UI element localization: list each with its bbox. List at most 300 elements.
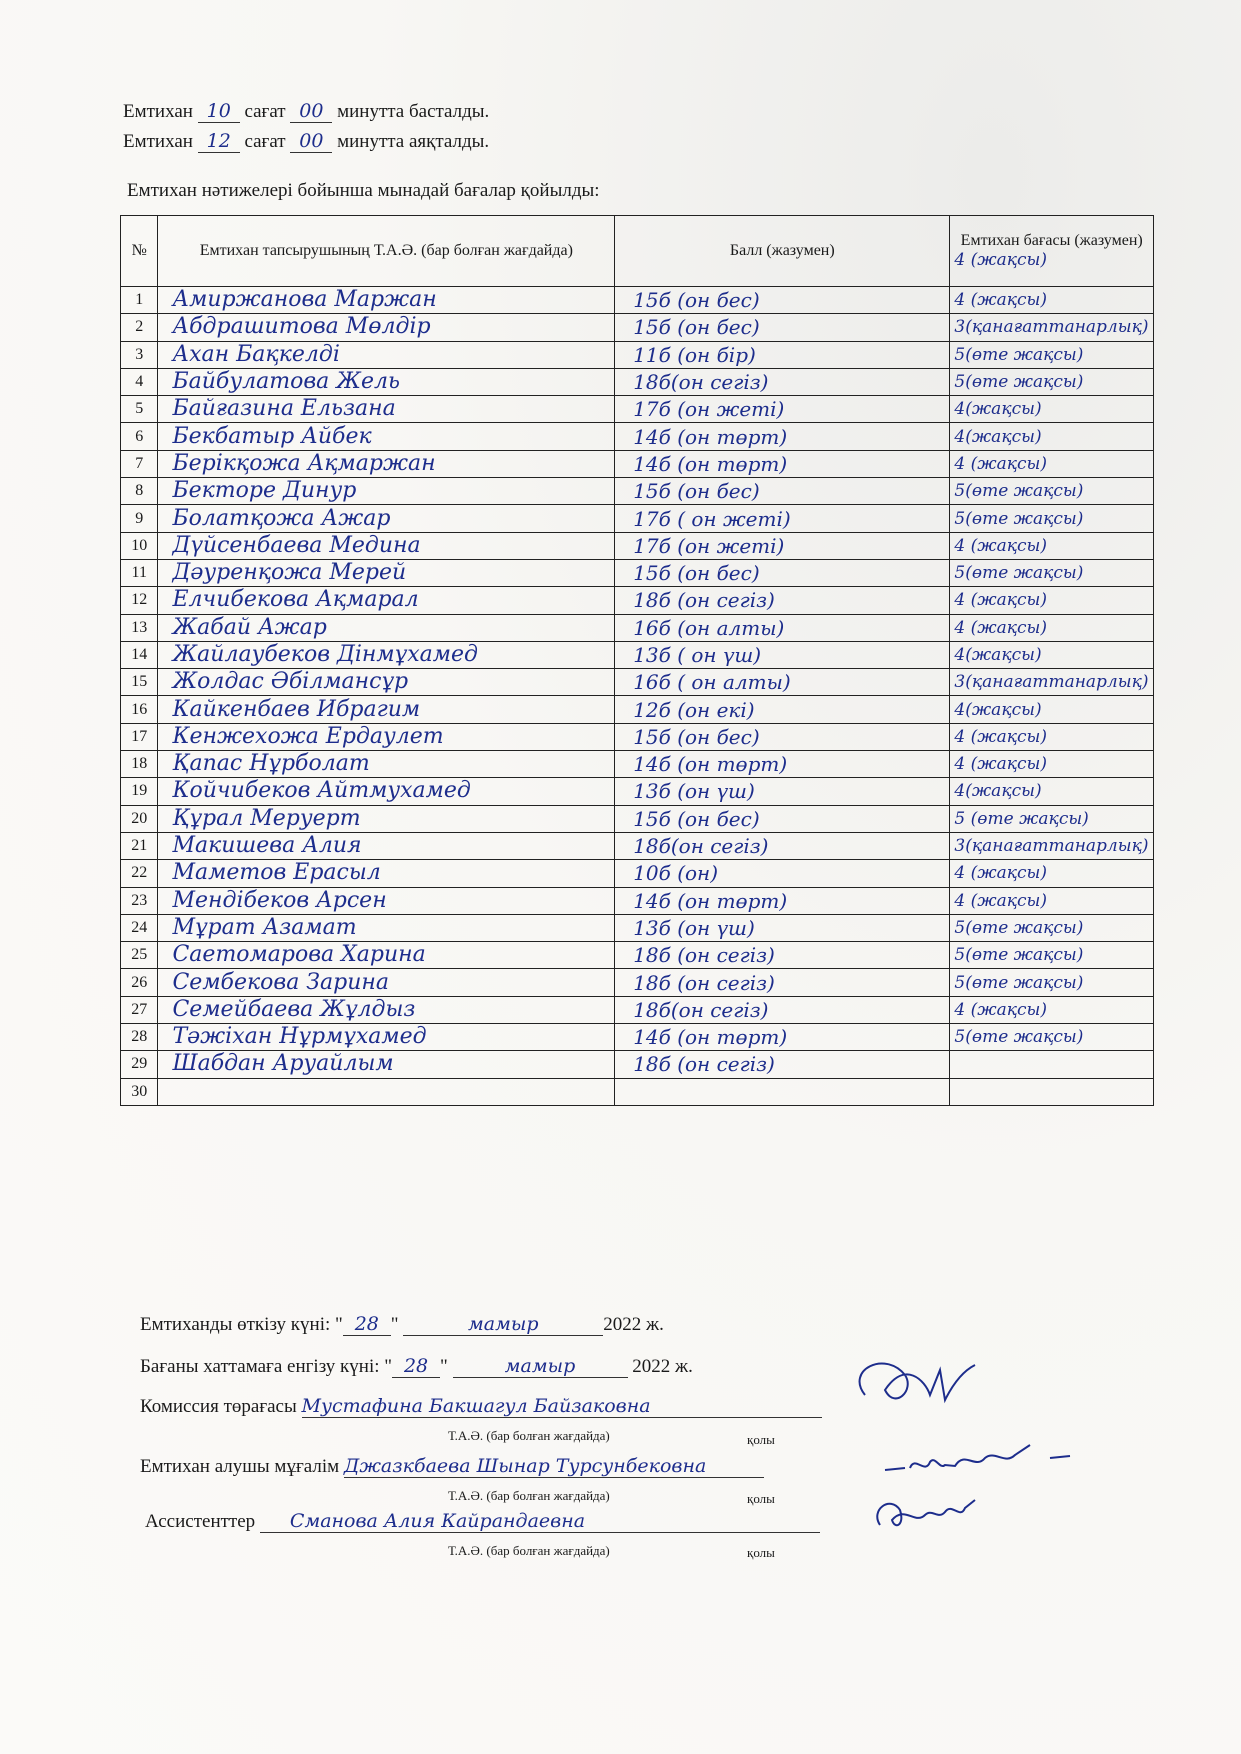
student-score-cell	[615, 423, 950, 450]
student-score-cell	[615, 805, 950, 832]
end-hour-word: сағат	[244, 131, 286, 152]
student-score-cell	[615, 287, 950, 314]
student-score: 18б (он сегіз)	[633, 1052, 775, 1077]
student-grade-cell	[950, 996, 1154, 1023]
student-grade: 3(қанағаттанарлық)	[954, 672, 1149, 693]
student-grade-cell	[950, 887, 1154, 914]
student-score-cell	[615, 641, 950, 668]
row-number-cell	[121, 914, 158, 941]
student-grade-cell	[950, 669, 1154, 696]
student-score: 14б (он төрт)	[633, 1025, 788, 1050]
student-name: Бекторе Динур	[172, 478, 357, 504]
student-grade-cell	[950, 860, 1154, 887]
student-grade: 3(қанағаттанарлық)	[954, 836, 1149, 857]
exam-start-line	[123, 100, 489, 123]
record-day: 28	[392, 1355, 440, 1378]
student-score: 16б (он алты)	[633, 615, 785, 640]
table-row	[121, 832, 1154, 859]
student-score: 13б (он үш)	[633, 915, 755, 940]
row-number: 29	[131, 1055, 148, 1073]
row-number-cell	[121, 1051, 158, 1078]
row-number: 24	[131, 918, 148, 936]
student-grade-cell	[950, 1051, 1154, 1078]
chair-signature	[845, 1350, 985, 1420]
student-grade-cell	[950, 805, 1154, 832]
student-score: 17б ( он жеті)	[633, 506, 791, 531]
student-score-cell	[615, 860, 950, 887]
student-grade-cell	[950, 832, 1154, 859]
student-grade-cell	[950, 942, 1154, 969]
student-name-cell	[158, 641, 615, 668]
row-number: 23	[131, 891, 148, 909]
row-number: 28	[131, 1028, 148, 1046]
row-number: 16	[131, 700, 148, 718]
student-name: Болатқожа Ажар	[172, 505, 391, 531]
row-number: 14	[131, 646, 148, 663]
teacher-label: Емтихан алушы мұғалім	[140, 1456, 340, 1477]
student-grade-cell	[950, 423, 1154, 450]
student-score-cell	[615, 832, 950, 859]
student-score-cell	[615, 751, 950, 778]
student-name-cell	[158, 887, 615, 914]
row-number-cell	[121, 778, 158, 805]
student-name: Байғазина Ельзана	[172, 396, 396, 422]
row-number: 30	[131, 1082, 148, 1100]
student-name-cell	[158, 559, 615, 586]
exam-year: 2022 ж.	[603, 1314, 664, 1335]
student-score: 17б (он жеті)	[633, 397, 785, 422]
results-intro: Емтихан нәтижелері бойынша мынадай бағалар қойылды:	[127, 180, 600, 201]
student-grade-cell	[950, 505, 1154, 532]
student-score-cell	[615, 778, 950, 805]
student-name-cell	[158, 1078, 615, 1105]
assistants-line	[145, 1510, 820, 1533]
student-grade-cell	[950, 478, 1154, 505]
row-number-cell	[121, 996, 158, 1023]
assistant-signature	[870, 1490, 980, 1540]
student-score-cell	[615, 478, 950, 505]
row-number: 18	[131, 755, 148, 773]
row-number: 6	[135, 427, 144, 445]
row-number: 2	[135, 318, 144, 336]
table-row	[121, 669, 1154, 696]
record-date-line: Бағаны хаттамаға енгізу күні: " 28 " мамыр 2022 ж.	[140, 1355, 693, 1377]
student-score-cell	[615, 396, 950, 423]
row-number-cell	[121, 832, 158, 859]
row-number: 27	[131, 1000, 148, 1018]
student-grade: 4 (жақсы)	[954, 453, 1047, 474]
start-hour-word: сағат	[244, 101, 286, 122]
teacher-name: Джазкбаева Шынар Турсунбековна	[344, 1455, 764, 1478]
assistants-label: Ассистенттер	[145, 1511, 256, 1532]
row-number: 7	[135, 454, 144, 472]
student-name-cell	[158, 969, 615, 996]
table-row	[121, 914, 1154, 941]
record-month: мамыр	[453, 1355, 628, 1378]
table-row	[121, 614, 1154, 641]
chair-name: Мустафина Бакшагул Байзаковна	[302, 1395, 822, 1418]
student-grade-cell	[950, 751, 1154, 778]
student-grade-cell	[950, 341, 1154, 368]
row-number: 21	[131, 837, 148, 855]
end-prefix: Емтихан	[123, 131, 193, 152]
student-grade-cell	[950, 969, 1154, 996]
student-score: 14б (он төрт)	[633, 888, 788, 913]
student-name-cell	[158, 450, 615, 477]
table-row	[121, 805, 1154, 832]
row-number-cell	[121, 1078, 158, 1105]
row-number: 9	[135, 509, 144, 527]
student-grade: 5(өте жақсы)	[954, 508, 1084, 529]
student-name: Сембекова Зарина	[172, 969, 389, 995]
student-score-cell	[615, 314, 950, 341]
row-number: 19	[131, 782, 148, 800]
chair-label: Комиссия төрағасы	[140, 1396, 297, 1417]
student-score: 15б (он бес)	[633, 288, 760, 313]
student-grade: 4 (жақсы)	[954, 890, 1047, 911]
table-row	[121, 942, 1154, 969]
student-grade: 5(өте жақсы)	[954, 372, 1084, 393]
student-score-cell	[615, 996, 950, 1023]
student-score-cell	[615, 450, 950, 477]
student-grade-cell	[950, 1024, 1154, 1051]
row-number-cell	[121, 805, 158, 832]
student-name-cell	[158, 996, 615, 1023]
student-name-cell	[158, 1024, 615, 1051]
student-name: Кайкенбаев Ибрагим	[172, 696, 421, 722]
chair-sign-note: қолы	[747, 1432, 775, 1447]
table-row	[121, 996, 1154, 1023]
header-score: Балл (жазумен)	[615, 216, 950, 287]
student-score: 12б (он екі)	[633, 697, 755, 722]
row-number-cell	[121, 314, 158, 341]
row-number: 26	[131, 973, 148, 991]
row-number: 8	[135, 482, 144, 500]
student-name: Берікқожа Ақмаржан	[172, 450, 436, 476]
student-score-cell	[615, 1051, 950, 1078]
student-name: Қапас Нұрболат	[172, 751, 370, 777]
student-grade: 5(өте жақсы)	[954, 917, 1084, 938]
student-grade: 4(жақсы)	[954, 645, 1042, 665]
student-grade-cell	[950, 778, 1154, 805]
student-name-cell	[158, 341, 615, 368]
student-grade: 5(өте жақсы)	[954, 945, 1084, 966]
student-score: 15б (он бес)	[633, 315, 760, 340]
student-name: Кенжехожа Ердаулет	[172, 723, 444, 749]
table-row	[121, 860, 1154, 887]
student-grade: 4 (жақсы)	[954, 535, 1047, 556]
row-number-cell	[121, 396, 158, 423]
student-score: 14б (он төрт)	[633, 424, 788, 449]
student-grade-cell	[950, 587, 1154, 614]
student-grade: 4(жақсы)	[954, 399, 1042, 420]
student-score: 18б(он сегіз)	[633, 997, 769, 1022]
student-score: 18б(он сегіз)	[633, 834, 769, 859]
record-date-label: Бағаны хаттамаға енгізу күні:	[140, 1356, 380, 1377]
student-score-cell	[615, 559, 950, 586]
table-row	[121, 423, 1154, 450]
grades-table	[120, 215, 1154, 1106]
table-header-row	[121, 216, 1154, 287]
row-number-cell	[121, 423, 158, 450]
student-score: 15б (он бес)	[633, 561, 760, 586]
student-grade-cell	[950, 314, 1154, 341]
student-name: Елчибекова Ақмарал	[172, 587, 419, 613]
row-number: 17	[131, 727, 148, 745]
student-grade: 5 (өте жақсы)	[954, 808, 1089, 829]
table-row	[121, 1078, 1154, 1105]
row-number-cell	[121, 669, 158, 696]
row-number: 15	[131, 673, 148, 691]
chair-fio-note: Т.А.Ә. (бар болған жағдайда)	[448, 1428, 610, 1443]
student-name-cell	[158, 287, 615, 314]
row-number: 22	[131, 864, 148, 882]
table-row	[121, 778, 1154, 805]
end-hour: 12	[198, 130, 240, 153]
table-row	[121, 887, 1154, 914]
row-number-cell	[121, 969, 158, 996]
table-row	[121, 723, 1154, 750]
table-row	[121, 696, 1154, 723]
student-name-cell	[158, 1051, 615, 1078]
student-grade: 5(өте жақсы)	[954, 563, 1084, 584]
student-score-cell	[615, 723, 950, 750]
student-name: Дүйсенбаева Медина	[172, 532, 421, 558]
table-row	[121, 287, 1154, 314]
student-score-cell	[615, 914, 950, 941]
student-name-cell	[158, 505, 615, 532]
row-number-cell	[121, 723, 158, 750]
student-name-cell	[158, 723, 615, 750]
student-score-cell	[615, 1078, 950, 1105]
student-name: Байбулатова Жель	[172, 369, 400, 395]
student-grade: 4 (жақсы)	[954, 863, 1047, 884]
header-grade-label: Емтихан бағасы (жазумен)	[960, 232, 1143, 249]
row-number-cell	[121, 1024, 158, 1051]
row-number-cell	[121, 751, 158, 778]
row-number: 5	[135, 400, 144, 418]
exam-day: 28	[343, 1313, 391, 1336]
row-number: 4	[135, 373, 144, 391]
teacher-line	[140, 1455, 764, 1478]
student-name-cell	[158, 314, 615, 341]
row-number: 11	[131, 564, 147, 582]
student-score: 10б (он)	[633, 861, 719, 886]
student-name: Койчибеков Айтмухамед	[172, 778, 471, 804]
table-row	[121, 341, 1154, 368]
assistant-fio-note: Т.А.Ә. (бар болған жағдайда)	[448, 1543, 610, 1558]
student-score: 17б (он жеті)	[633, 533, 785, 558]
start-prefix: Емтихан	[123, 101, 193, 122]
student-grade-cell	[950, 914, 1154, 941]
table-row	[121, 314, 1154, 341]
row-number-cell	[121, 942, 158, 969]
student-name-cell	[158, 368, 615, 395]
row-number: 13	[131, 618, 148, 636]
student-score: 13б (он үш)	[633, 779, 755, 804]
student-name-cell	[158, 532, 615, 559]
student-name: Мендібеков Арсен	[172, 887, 387, 913]
student-name-cell	[158, 423, 615, 450]
table-row	[121, 368, 1154, 395]
table-row	[121, 505, 1154, 532]
student-score: 18б(он сегіз)	[633, 370, 769, 395]
row-number: 12	[131, 591, 148, 609]
exam-date-line: Емтиханды өткізу күні: " 28 " мамыр 2022 ж.	[140, 1313, 664, 1335]
row-number-cell	[121, 532, 158, 559]
student-grade-cell	[950, 641, 1154, 668]
student-name-cell	[158, 942, 615, 969]
student-grade: 3(қанағаттанарлық)	[954, 317, 1149, 338]
row-number-cell	[121, 505, 158, 532]
student-grade: 5(өте жақсы)	[954, 481, 1084, 502]
row-number: 10	[131, 536, 148, 554]
student-grade: 4 (жақсы)	[954, 290, 1047, 311]
student-grade-cell	[950, 696, 1154, 723]
table-row	[121, 1024, 1154, 1051]
student-score: 11б (он бір)	[633, 342, 756, 367]
student-score-cell	[615, 341, 950, 368]
student-grade: 5(өте жақсы)	[954, 972, 1084, 993]
student-score: 14б (он төрт)	[633, 451, 788, 476]
student-grade: 5(өте жақсы)	[954, 344, 1084, 365]
student-score: 15б (он бес)	[633, 724, 760, 749]
start-hour: 10	[198, 100, 240, 123]
chair-line	[140, 1395, 822, 1418]
student-score: 15б (он бес)	[633, 806, 760, 831]
table-row	[121, 1051, 1154, 1078]
student-score-cell	[615, 532, 950, 559]
student-grade-cell	[950, 532, 1154, 559]
student-grade-cell	[950, 396, 1154, 423]
table-row	[121, 587, 1154, 614]
student-grade: 5(өте жақсы)	[954, 1027, 1084, 1048]
student-name: Абдрашитова Мөлдір	[172, 314, 431, 340]
student-grade: 4(жақсы)	[954, 781, 1042, 802]
header-grade-handwritten: 4 (жақсы)	[954, 250, 1047, 270]
student-grade-cell	[950, 559, 1154, 586]
row-number: 3	[135, 345, 144, 363]
row-number-cell	[121, 587, 158, 614]
student-name: Жабай Ажар	[172, 614, 327, 640]
row-number-cell	[121, 860, 158, 887]
row-number-cell	[121, 559, 158, 586]
student-name: Макишева Алия	[172, 833, 362, 859]
student-score-cell	[615, 696, 950, 723]
header-name: Емтихан тапсырушының Т.А.Ә. (бар болған жағдайда)	[158, 216, 615, 287]
table-row	[121, 559, 1154, 586]
table-row	[121, 751, 1154, 778]
student-name-cell	[158, 751, 615, 778]
student-name-cell	[158, 832, 615, 859]
student-name: Дәуренқожа Мерей	[172, 560, 407, 586]
teacher-fio-note: Т.А.Ә. (бар болған жағдайда)	[448, 1488, 610, 1503]
student-score-cell	[615, 1024, 950, 1051]
student-name-cell	[158, 778, 615, 805]
exam-date-label: Емтиханды өткізу күні:	[140, 1314, 331, 1335]
assistant-name: Сманова Алия Кайрандаевна	[260, 1510, 820, 1533]
student-score-cell	[615, 505, 950, 532]
table-row	[121, 641, 1154, 668]
row-number-cell	[121, 696, 158, 723]
student-name: Шабдан Аруайлым	[172, 1051, 394, 1077]
student-name-cell	[158, 805, 615, 832]
header-grade	[950, 216, 1154, 287]
student-grade: 4 (жақсы)	[954, 999, 1047, 1020]
student-name: Ахан Бақкелді	[172, 341, 340, 367]
student-grade: 4 (жақсы)	[954, 726, 1047, 747]
student-grade: 4(жақсы)	[954, 426, 1042, 447]
student-name: Жолдас Әбілмансұр	[172, 669, 409, 695]
student-grade-cell	[950, 450, 1154, 477]
student-score-cell	[615, 587, 950, 614]
exam-month: мамыр	[403, 1313, 603, 1336]
end-minute: 00	[290, 130, 332, 153]
student-grade-cell	[950, 723, 1154, 750]
student-grade: 4(жақсы)	[954, 699, 1042, 720]
student-name-cell	[158, 478, 615, 505]
student-score: 16б ( он алты)	[633, 670, 791, 695]
student-name: Мұрат Азамат	[172, 914, 357, 940]
assistant-sign-note: қолы	[747, 1545, 775, 1560]
row-number-cell	[121, 641, 158, 668]
row-number-cell	[121, 887, 158, 914]
student-score-cell	[615, 614, 950, 641]
teacher-sign-note: қолы	[747, 1491, 775, 1506]
row-number: 20	[131, 809, 148, 827]
row-number: 1	[135, 291, 144, 309]
student-score: 18б (он сегіз)	[633, 588, 775, 613]
student-name: Құрал Меруерт	[172, 805, 361, 831]
row-number-cell	[121, 450, 158, 477]
header-number: №	[121, 216, 158, 287]
student-score-cell	[615, 669, 950, 696]
table-row	[121, 396, 1154, 423]
student-name: Амиржанова Маржан	[172, 287, 437, 313]
row-number-cell	[121, 614, 158, 641]
student-score: 14б (он төрт)	[633, 752, 788, 777]
start-suffix: минутта басталды.	[337, 101, 490, 122]
student-grade: 4 (жақсы)	[954, 754, 1047, 775]
student-score-cell	[615, 368, 950, 395]
end-suffix: минутта аяқталды.	[337, 131, 490, 152]
row-number-cell	[121, 478, 158, 505]
student-name-cell	[158, 396, 615, 423]
student-name-cell	[158, 587, 615, 614]
student-score: 18б (он сегіз)	[633, 943, 775, 968]
record-year: 2022 ж.	[632, 1356, 693, 1377]
student-name: Жайлаубеков Дінмұхамед	[172, 642, 478, 667]
student-grade: 4 (жақсы)	[954, 617, 1047, 638]
teacher-signature	[880, 1440, 1080, 1480]
student-score-cell	[615, 887, 950, 914]
student-name: Саетомарова Харина	[172, 942, 426, 968]
row-number-cell	[121, 341, 158, 368]
student-name: Семейбаева Жұлдыз	[172, 996, 416, 1022]
student-grade-cell	[950, 1078, 1154, 1105]
row-number: 25	[131, 946, 148, 964]
student-score: 13б ( он үш)	[633, 643, 762, 667]
table-row	[121, 969, 1154, 996]
student-score: 15б (он бес)	[633, 479, 760, 504]
student-name-cell	[158, 860, 615, 887]
student-score-cell	[615, 969, 950, 996]
student-grade: 4 (жақсы)	[954, 590, 1047, 611]
student-grade-cell	[950, 287, 1154, 314]
student-name-cell	[158, 669, 615, 696]
student-name: Тәжіхан Нұрмұхамед	[172, 1024, 427, 1050]
student-name: Бекбатыр Айбек	[172, 423, 372, 449]
